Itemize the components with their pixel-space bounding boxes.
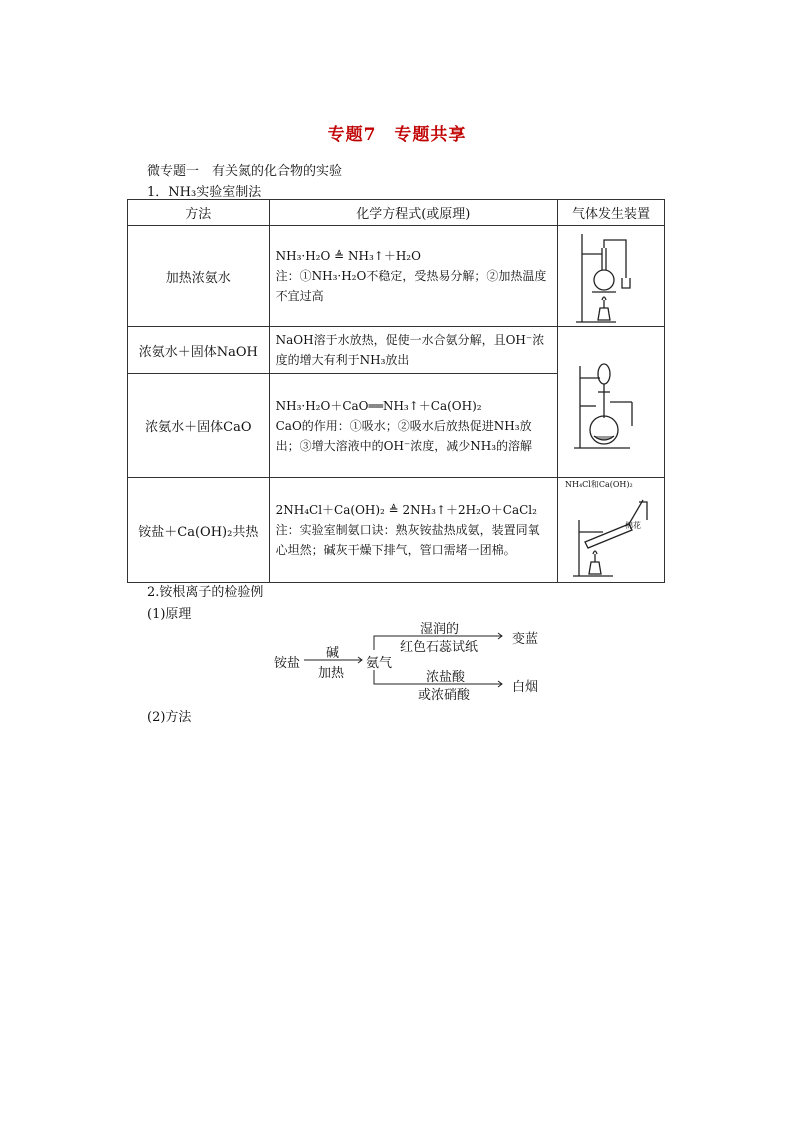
bottom-result: 白烟 (512, 680, 539, 695)
principle-heading: (1)原理 (147, 607, 192, 622)
method-cell: 浓氨水＋固体NaOH (128, 327, 270, 374)
equation: NH₃·H₂O ≜ NH₃↑＋H₂O (275, 249, 421, 263)
header-equation: 化学方程式(或原理) (269, 200, 557, 226)
header-apparatus: 气体发生装置 (557, 200, 664, 226)
table-header-row (128, 200, 665, 226)
middle-label: 氨气 (366, 656, 393, 671)
note: 注：实验室制氨口诀：熟灰铵盐热成氨，装置同氧心坦然；碱灰干燥下排气，管口需堵一团棉。 (275, 523, 540, 557)
apparatus-cell (557, 327, 664, 478)
start-label: 铵盐 (274, 656, 301, 671)
table-row (128, 226, 665, 327)
preparation-table (127, 199, 665, 583)
reagent-label: NH₄Cl和Ca(OH)₂ (564, 480, 633, 489)
method-cell: 浓氨水＋固体CaO (128, 374, 270, 478)
heating-flask-apparatus-icon (560, 228, 652, 324)
condition-top: 碱 (326, 646, 340, 661)
equation-cell (269, 478, 557, 583)
table-row (128, 327, 665, 374)
page-title: 专题7 专题共享 (327, 125, 467, 145)
header-method: 方法 (128, 200, 270, 226)
method-cell: 加热浓氨水 (128, 226, 270, 327)
subsection-heading: 2.铵根离子的检验例 (147, 585, 264, 600)
bottom-reagent-2: 或浓硝酸 (418, 688, 471, 703)
top-reagent-2: 红色石蕊试纸 (400, 640, 479, 655)
method-heading: (2)方法 (147, 710, 192, 725)
apparatus-cell (557, 478, 664, 583)
test-tube-heating-apparatus-icon (563, 480, 659, 580)
bottom-reagent-1: 浓盐酸 (426, 670, 466, 685)
equation-cell: NaOH溶于水放热，促使一水合氨分解，且OH⁻浓度的增大有利于NH₃放出 (269, 327, 557, 374)
table-row (128, 478, 665, 583)
note: CaO的作用：①吸水；②吸水后放热促进NH₃放出；③增大溶液中的OH⁻浓度，减少NH₃的溶解 (275, 418, 533, 453)
subsection-heading: 1．NH₃实验室制法 (147, 185, 262, 200)
method-cell: 铵盐＋Ca(OH)₂共热 (128, 478, 270, 583)
condition-bottom: 加热 (318, 666, 345, 681)
equation: 2NH₄Cl＋Ca(OH)₂ ≜ 2NH₃↑＋2H₂O＋CaCl₂ (275, 503, 537, 517)
top-result: 变蓝 (512, 632, 539, 647)
cotton-label: 棉花 (624, 521, 641, 530)
top-reagent-1: 湿润的 (420, 622, 460, 637)
equation-cell (269, 374, 557, 478)
equation: NH₃·H₂O＋CaO══NH₃↑＋Ca(OH)₂ (275, 398, 482, 413)
equation-cell (269, 226, 557, 327)
dropping-funnel-flask-apparatus-icon (560, 352, 656, 452)
ammonium-test-diagram (270, 612, 570, 702)
section-heading: 微专题一 有关氮的化合物的实验 (147, 164, 343, 179)
apparatus-cell (557, 226, 664, 327)
note: 注：①NH₃·H₂O不稳定，受热易分解；②加热温度不宜过高 (275, 269, 547, 303)
